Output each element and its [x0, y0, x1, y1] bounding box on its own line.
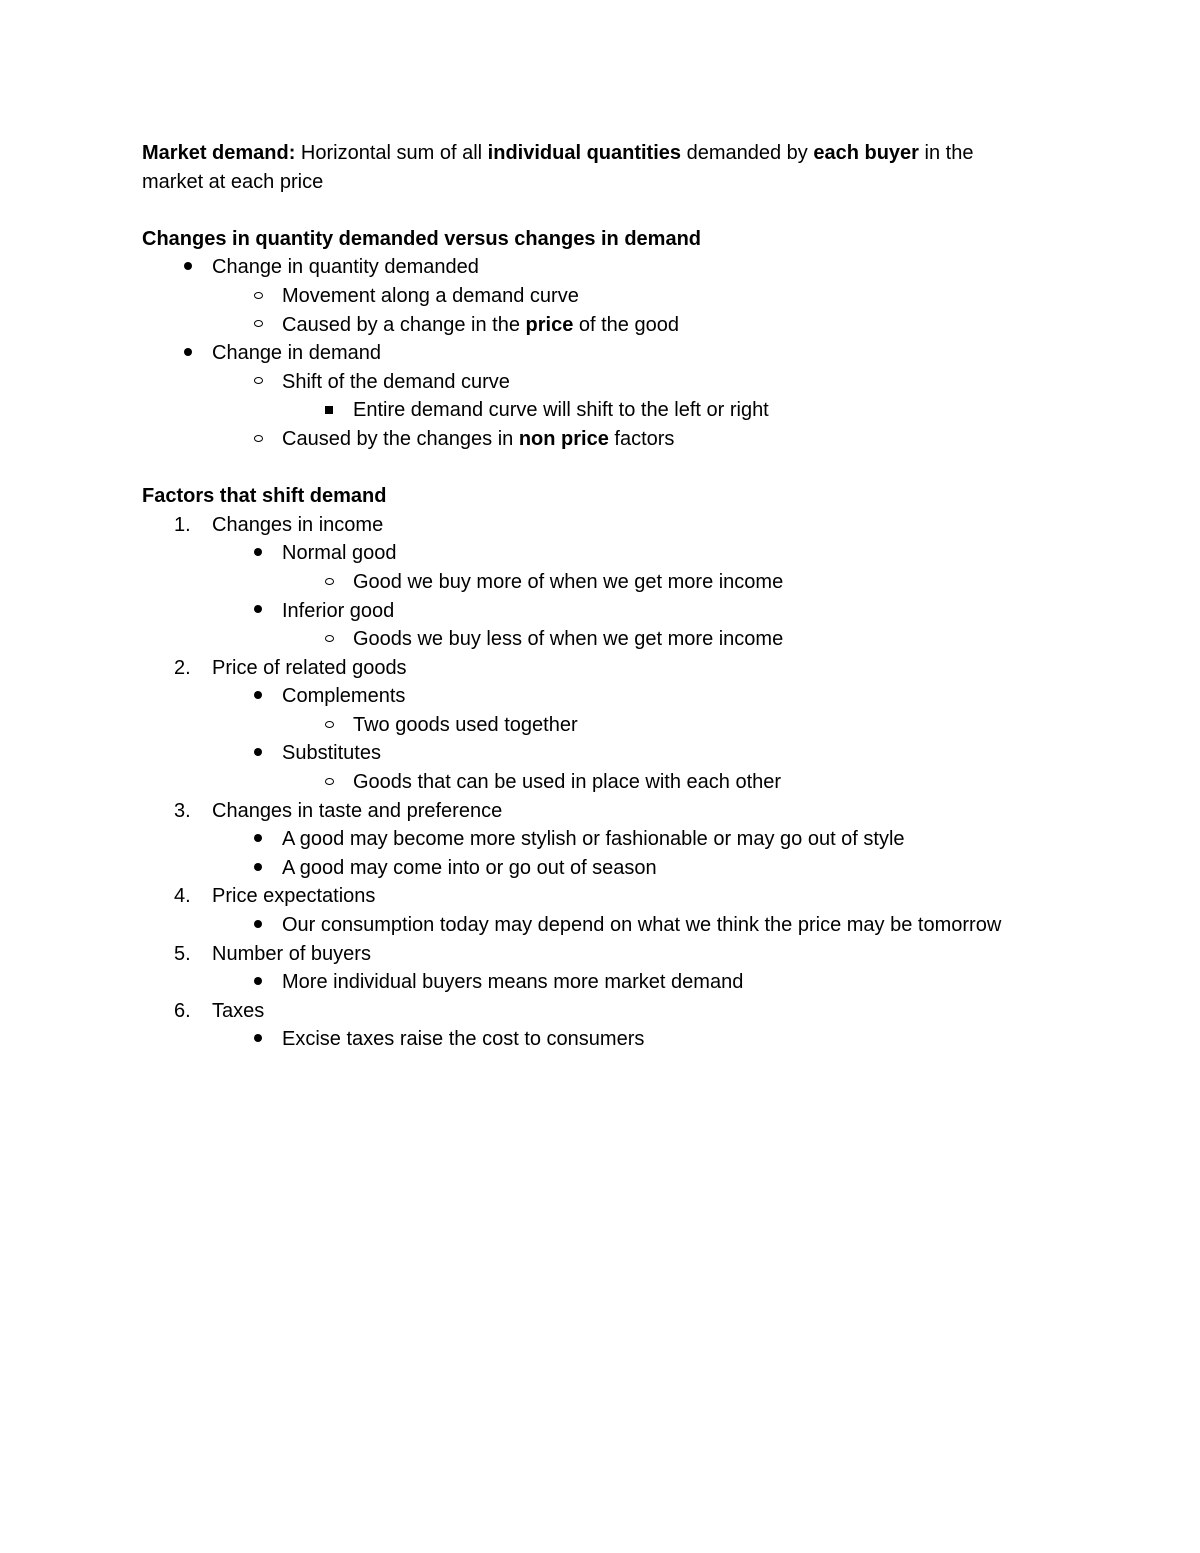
list-item [142, 825, 1102, 854]
list-item-label: Our consumption today may depend on what we think the price may be tomorrow [282, 914, 1002, 937]
list-number: 3. [174, 799, 191, 822]
bullet-dot-icon [246, 682, 270, 711]
bullet-circle-icon [317, 625, 341, 654]
numbered-item [142, 940, 1102, 969]
bullet-circle-icon [317, 568, 341, 597]
list-item [142, 425, 1102, 454]
bullet-dot-icon [246, 739, 270, 768]
bullet-dot-icon [246, 911, 270, 940]
list-item [142, 311, 1102, 340]
list-item-label: Change in demand [212, 342, 382, 365]
numbered-item [142, 654, 1102, 683]
list-item-label: Entire demand curve will shift to the left or right [353, 399, 769, 422]
list-item [142, 911, 1102, 940]
list-item-label: A good may come into or go out of season [282, 856, 657, 879]
list-item-text: Caused by a change in the [282, 313, 526, 336]
list-item-label: Goods that can be used in place with each other [353, 771, 782, 794]
list-item [142, 339, 1102, 368]
list-item-label: Substitutes [282, 742, 381, 765]
definition-text: demanded by [681, 142, 814, 164]
bullet-circle-icon [246, 311, 270, 340]
list-item-label: Price of related goods [212, 656, 407, 679]
list-item [142, 368, 1102, 397]
list-number: 5. [174, 942, 191, 965]
list-item-label: Taxes [212, 999, 265, 1022]
list-item-label: Changes in income [212, 513, 384, 536]
list-number: 4. [174, 885, 191, 908]
list-item-label: More individual buyers means more market demand [282, 971, 744, 994]
bullet-circle-icon [246, 282, 270, 311]
list-item [142, 282, 1102, 311]
list-item [142, 568, 1102, 597]
list-item [142, 539, 1102, 568]
list-item-label: Inferior good [282, 599, 395, 622]
list-item-label: Goods we buy less of when we get more income [353, 628, 784, 651]
list-item [142, 396, 1102, 425]
section-heading: Factors that shift demand [142, 485, 387, 508]
definition-text: in the [918, 142, 974, 164]
bullet-dot-icon [246, 597, 270, 626]
list-item-text: of the good [573, 313, 679, 336]
definition-text: Horizontal sum of all [295, 142, 488, 164]
list-item-label: Change in quantity demanded [212, 256, 479, 279]
list-item-label: Normal good [282, 542, 397, 565]
bullet-dot-icon [246, 825, 270, 854]
market-demand-definition [142, 139, 1102, 196]
list-number: 2. [174, 656, 191, 679]
definition-text: market at each price [142, 170, 324, 193]
document-page [142, 139, 1102, 1054]
numbered-item [142, 882, 1102, 911]
bullet-dot-icon [176, 339, 200, 368]
list-item [142, 597, 1102, 626]
numbered-item [142, 797, 1102, 826]
bullet-circle-icon [246, 425, 270, 454]
list-number: 1. [174, 513, 191, 536]
definition-bold-text: each buyer [813, 142, 919, 164]
numbered-item [142, 997, 1102, 1026]
bullet-dot-icon [246, 1025, 270, 1054]
list-item-bold-text: price [525, 313, 574, 336]
bullet-dot-icon [246, 968, 270, 997]
list-item-label: Good we buy more of when we get more income [353, 570, 784, 593]
list-item [142, 768, 1102, 797]
list-item [142, 711, 1102, 740]
definition-bold-text: individual quantities [487, 142, 682, 164]
list-item-bold-text: non price [518, 427, 609, 450]
list-item [142, 968, 1102, 997]
bullet-circle-icon [317, 711, 341, 740]
numbered-item [142, 511, 1102, 540]
list-item-label: A good may become more stylish or fashionable or may go out of style [282, 828, 905, 851]
list-item-label: Complements [282, 685, 406, 708]
list-item-label: Shift of the demand curve [282, 370, 510, 393]
bullet-dot-icon [246, 539, 270, 568]
list-item-label: Changes in taste and preference [212, 799, 503, 822]
section-heading: Changes in quantity demanded versus changes in demand [142, 227, 702, 250]
definition-term: Market demand: [142, 142, 296, 164]
bullet-dot-icon [176, 253, 200, 282]
list-item [142, 253, 1102, 282]
list-item [142, 682, 1102, 711]
bullet-dot-icon [246, 854, 270, 883]
list-item [142, 625, 1102, 654]
list-item-label: Number of buyers [212, 942, 371, 965]
list-item-label: Movement along a demand curve [282, 284, 579, 307]
list-number: 6. [174, 999, 191, 1022]
bullet-circle-icon [317, 768, 341, 797]
list-item-label: Excise taxes raise the cost to consumers [282, 1028, 645, 1051]
list-item-text: factors [608, 427, 675, 450]
list-item-label: Two goods used together [353, 713, 578, 736]
list-item [142, 854, 1102, 883]
list-item [142, 739, 1102, 768]
list-item-label: Price expectations [212, 885, 376, 908]
bullet-square-icon [317, 396, 341, 425]
list-item [142, 1025, 1102, 1054]
bullet-circle-icon [246, 368, 270, 397]
list-item-text: Caused by the changes in [282, 427, 519, 450]
